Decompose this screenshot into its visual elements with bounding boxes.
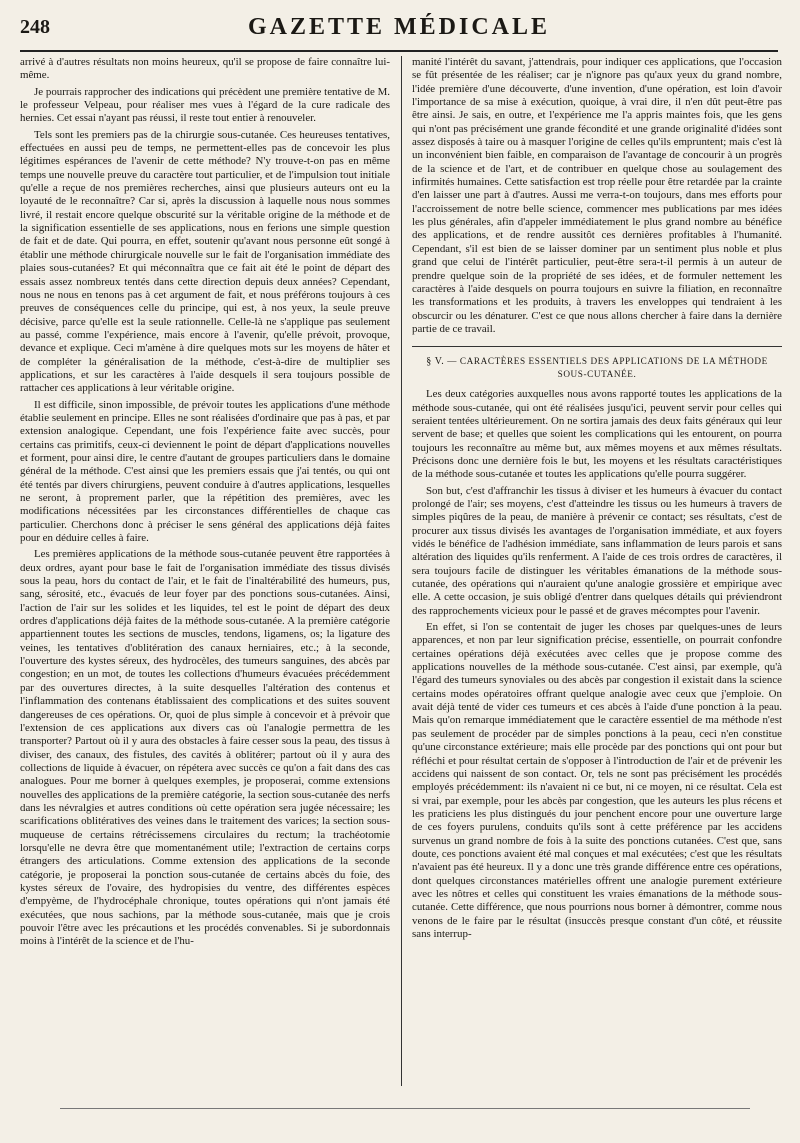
paragraph: Tels sont les premiers pas de la chirurgie sous-cutanée. Ces heureuses tentatives, effectuées en aussi peu de temps, ne permettent-elles pas de concevoir les plus légitimes espérances de l'avenir de cette méthode? N'y trouve-t-on pas en même temps une nouvelle preuve du caractère tout particulier, et de l'impulsion tout initiale qu'elle a reçue de nos premières recherches, ainsi que plusieurs auteurs ont eu la loyauté de le reconnaître? Car si, après la discussion à laquelle nous nous sommes livré, il restait encore quelque obscurité sur la véritable origine de la méthode et de la signification essentielle de ses applications, nous en ferions une simple question de fait et de date. Qui pourra, en effet, soutenir qu'avant nous personne eût songé à établir une méthode chirurgicale nouvelle sur le fait de l'organisation immédiate des plaies sous-cutanées? Et qui méconnaîtra que ce fait ait été le point de départ des essais assez nombreux tentés dans cette direction depuis deux années? Cependant, nous ne nous en tenons pas à cet argument de fait, et nous préférons toujours à ces preuves de conséquences celle du principe, qui est, à nos yeux, la seule preuve décisive, parce qu'elle est la seule rationnelle. Celle-là ne s'applique pas seulement au passé, comme l'expérience, mais encore à l'avenir, qu'elle prévoit, provoque, devance et explique. Ceci m'amène à dire quelques mots sur les moyens de hâter et de compléter la généralisation de la méthode, c'est-à-dire de multiplier ses applications, et sur les caractères à l'aide desquels il sera toujours possible de rattacher ces applications à leur véritable origine. [20,128,390,395]
paragraph: Les deux catégories auxquelles nous avons rapporté toutes les applications de la méthode sous-cutanée, qui ont été réalisées jusqu'ici, peuvent servir pour celles qui seraient tentées ultérieurement. On ne sortira jamais des deux faits généraux qui leur servent de base; et quelles que soient les complications qui les entourent, on pourra toujours les reconnaître au même but, aux mêmes moyens et aux mêmes résultats. Précisons donc une dernière fois le but, les moyens et les résultats caractéristiques de la méthode sous-cutanée et toutes les applications qu'elle pourra suggérer. [412,388,782,481]
article-columns [20,56,780,1086]
page-header [20,10,778,52]
paragraph: En effet, si l'on se contentait de juger les choses par quelques-unes de leurs apparences, et non par leur signification précise, essentielle, on pourrait confondre certaines opérations déjà exécutées avec celles que je propose comme des applications nouvelles de la méthode sous-cutanée. C'est ainsi, par exemple, qu'à l'égard des tumeurs synoviales ou des abcès par congestion il existait dans la science certains modes opératoires offrant quelque analogie avec ceux que j'emploie. On avait déjà tenté de vider ces tumeurs et ces abcès à l'aide d'une ponction à la peau. Mais qu'on remarque immédiatement que le caractère essentiel de ma méthode n'est pas seulement de procéder par de simples ponctions à la peau, ceci n'en constitue qu'une circonstance extérieure; mais elle procède par des ponctions qui ont pour but réfléchi et pour résultat certain de s'opposer à l'introduction de l'air et de prévenir les accidens qui naissent de son contact. Or, tels ne sont pas précisément les procédés employés précédemment: ils n'avaient ni ce but, ni ce moyen, ni ce résultat. Cela est si vrai, par exemple, pour les abcès par congestion, que les auteurs les plus récens et les praticiens les plus distingués du jour penchent encore pour une ouverture large de ces foyers purulens, conduits qu'ils sont à cette préférence par les accidens survenus un grand nombre de fois à la suite des ponctions cutanées. C'est que, sans doute, ces ponctions avaient été mal conçues et mal exécutées; c'est que les résultats n'avaient pas été heureux. Il y a donc une très grande différence entre ces opérations, dont quelques circonstances matérielles offrent une analogie purement extérieure avec les nôtres et celles qui constituent les vraies émanations de la méthode sous-cutanée. Cette différence, que nous pourrions nous borner à démontrer, comme nous venons de le faire par le résultat (insuccès presque constant d'un côté, et réussite sans interrup- [412,621,782,940]
column-divider [401,56,402,1086]
paragraph: Je pourrais rapprocher des indications qui précèdent une première tentative de M. le professeur Velpeau, pour réaliser mes vues à l'égard de la cure radicale des hernies. Cet essai n'ayant pas réussi, il reste tout entier à renouveler. [20,85,390,125]
section-heading [412,346,782,380]
paragraph: manité l'intérêt du savant, j'attendrais, pour indiquer ces applications, que l'occasion se fût présentée de les réaliser; car je n'ignore pas qu'aux yeux du grand nombre, l'idée première d'une découverte, d'une invention, d'une opération, est loin d'avoir l'importance de sa mise à exécution, quoique, à vrai dire, il n'en dût peut-être pas être ainsi. Je sais, en outre, et l'expérience me l'a appris maintes fois, que les gens qui n'ont pas précisément une grande fécondité et une grande originalité d'idées sont assez disposés à taire ou à masquer l'origine de celles qu'ils empruntent; mais c'est là un inconvénient bien faible, en comparaison de l'avantage de concourir à un progrès de la science et de l'art, et de contribuer en quelque chose au soulagement des infirmités humaines. Cette satisfaction est trop réelle pour être retardée par la crainte d'en laisser une part à d'autres. Aussi me verra-t-on toujours, dans mes efforts pour l'accroissement de notre belle science, commencer mes publications par mes idées les plus générales, afin d'appeler immédiatement le plus grand nombre au bénéfice des applications, et de rendre aussitôt ces dernières profitables à l'humanité. Cependant, s'il est bien de se laisser dominer par un sentiment plus noble et plus grand que celui de l'intérêt particulier, peut-être sera-t-il permis à un auteur de prendre quelque soin de la propriété de ses idées, et de formuler nettement les caractères à l'aide desquels on pourra toujours en suivre la filiation, en reconnaître les transformations et les produits, à travers les enveloppes qui tendraient à les obscurcir ou les dénaturer. C'est ce que nous allons chercher à faire dans la dernière partie de ce travail. [412,56,782,335]
paragraph: Les premières applications de la méthode sous-cutanée peuvent être rapportées à deux ordres, ayant pour base le fait de l'organisation immédiate des tissus divisés sous la peau, hors du contact de l'air, et le fait de l'inaltérabilité des humeurs, pus, sang, sérosité, etc., évacués de leur foyer par des ponctions sous-cutanées. Ainsi, l'action de l'air sur les solides et les liquides, tel est le point de départ des deux ordres d'applications déjà faites de la méthode sous-cutanée. A la première catégorie appartiennent toutes les sections de muscles, tendons, ligamens, os; la ligature des veines, les tentatives d'oblitération des canaux herniaires, etc.; à la seconde, l'ouverture des kystes séreux, des hydrocèles, des tumeurs sanguines, des abcès par congestion; en un mot, de toutes les collections d'humeurs évacuées précédemment par des ouvertures directes, à la suite desquelles l'altération des contenus et l'inflammation des contenans établissaient des complications et des suites souvent dangereuses de ces opérations. Or, quoi de plus simple à concevoir et à prévoir que l'extension de ces applications aux divers cas où l'analogie permettra de les transporter? Partout où il y aura des obstacles à faire cesser sous la peau, des tissus à diviser, des canaux, des fistules, des cavités à oblitérer; partout où il y aura des collections de liquide à évacuer, on répétera avec succès ce qu'on a fait dans des cas analogues. Pour me borner à quelques exemples, je proposerai, comme extensions nouvelles des applications de la première catégorie, la section sous-cutanée des nerfs dans les névralgies et autres conditions où cette opération sera jugée nécessaire; les scarifications oblitératives des veines dans le traitement des varices; la section sous-muqueuse de certains rétrécissemens circulaires du rectum; la trachéotomie lorsqu'elle ne devra être que momentanément utile; l'extraction de certains corps étrangers des articulations. Comme extension des applications de la seconde catégorie, je proposerai la ponction sous-cutanée de certains abcès du foie, des kystes séreux de l'ovaire, des hydropisies du ventre, des différentes espèces d'empyème, de l'hydrocéphale chronique, toutes opérations qui n'ont jamais été exécutées, que nous sachions, par la méthode sous-cutanée, mais que je crois pouvoir l'être avec les précautions et les procédés convenables. Si je subordonnais moins à l'intérêt de la science et de l'hu- [20,548,390,948]
section-number: § V. [426,356,445,368]
right-column [412,56,782,1086]
paragraph: Son but, c'est d'affranchir les tissus à diviser et les humeurs à évacuer du contact prolongé de l'air; ses moyens, c'est d'atteindre les tissus ou les humeurs à travers de simples piqûres de la peau, de manière à prévenir ce contact; ses résultats, c'est de procurer aux tissus divisés les avantages de l'organisation immédiate, et aux foyers vidés le bénéfice de l'adhésion immédiate, sans inflammation de leurs parois et sans altération des liquides qu'ils renferment. A l'aide de ces trois ordres de caractères, il sera toujours facile de distinguer les véritables émanations de la méthode sous-cutanée, des opérations qui n'auraient qu'une analogie grossière et empirique avec elle. A cette occasion, je suis obligé d'entrer dans quelques détails qui préviendront des rapprochements vicieux pour le passé et de graves mécomptes pour l'avenir. [412,484,782,617]
page-number: 248 [20,16,50,38]
left-column [20,56,390,1086]
journal-title: GAZETTE MÉDICALE [247,14,551,40]
paragraph: Il est difficile, sinon impossible, de prévoir toutes les applications d'une méthode établie seulement en principe. Elles ne sont réalisées d'ordinaire que pas à pas, et par extension analogique. Cependant, une fois l'expérience faite avec succès, pour certains cas primitifs, ceux-ci deviennent le point de départ d'applications nouvelles et forment, pour ainsi dire, le centre d'autant de groupes particuliers dans le domaine général de la méthode. C'est ainsi que les premiers essais que j'ai tentés, ou qui ont été tentés par divers chirurgiens, peuvent conduire à d'autres applications, lesquelles ne seront, à proprement parler, que la répétition des premières, avec les modifications nécessitées par les circonstances différentielles de chaque cas particulier. Cherchons donc à préciser le sens général des applications déjà faites pour en déduire celles à faire. [20,398,390,545]
paragraph: arrivé à d'autres résultats non moins heureux, qu'il se propose de faire connaître lui-même. [20,56,390,82]
footer-rule [60,1108,750,1109]
section-title: — CARACTÈRES ESSENTIELS DES APPLICATIONS DE LA MÉTHODE SOUS-CUTANÉE. [447,356,768,380]
